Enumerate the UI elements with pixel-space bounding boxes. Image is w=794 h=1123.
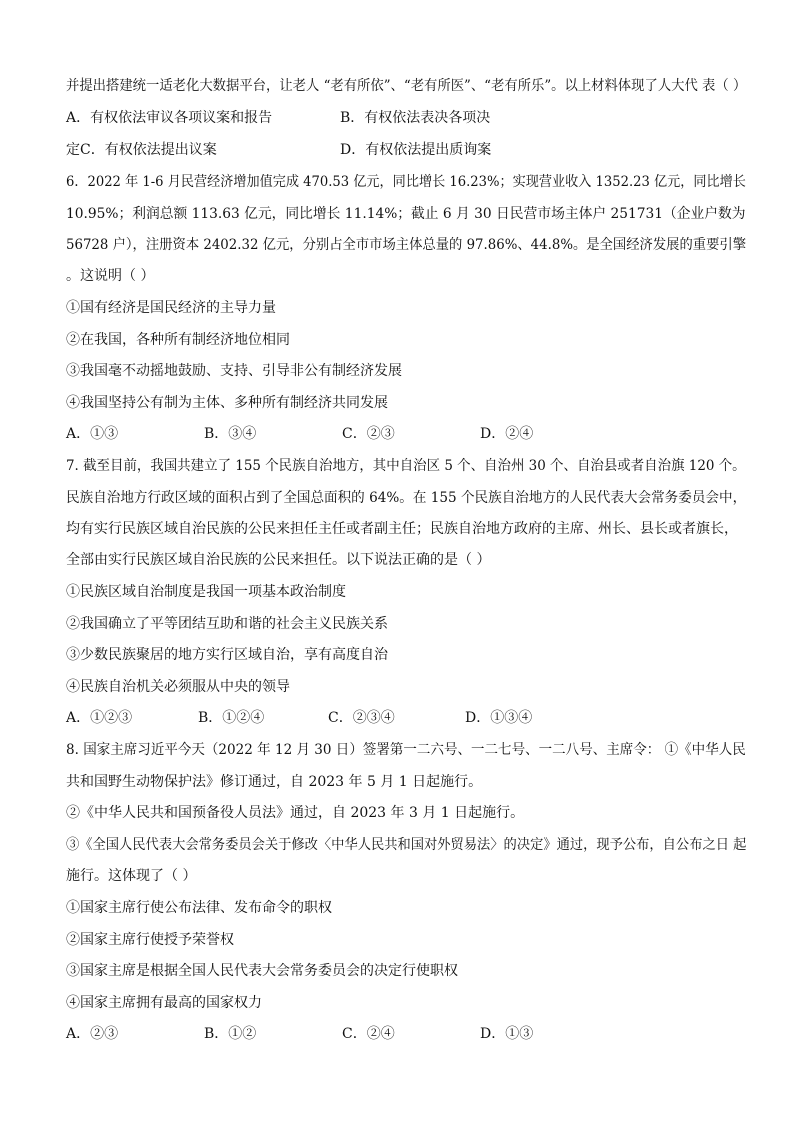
q5-option-d[interactable]: D．有权依法提出质询案 (340, 142, 492, 158)
q6-stem-line-1: 6．2022 年 1-6 月民营经济增加值完成 470.53 亿元，同比增长 16.23%；实现营业收入 1352.23 亿元，同比增长 (66, 174, 746, 190)
q8-stem-line-1: 8. 国家主席习近平今天（2022 年 12 月 30 日）签署第一二六号、一二七号、一二八号、主席令： ①《中华人民 (66, 742, 746, 758)
q8-statement-4: ④国家主席拥有最高的国家权力 (66, 995, 262, 1011)
q5-option-b[interactable]: B．有权依法表决各项决 (340, 110, 491, 126)
q6-option-d[interactable]: D．②④ (480, 426, 534, 442)
q7-stem-line-2: 民族自治地方行政区域的面积占到了全国总面积的 64%。在 155 个民族自治地方的人民代表大会常务委员会中， (66, 490, 747, 506)
q8-stem-line-2: 共和国野生动物保护法》修订通过，自 2023 年 5 月 1 日起施行。 (66, 774, 483, 790)
q8-stem-line-5: 施行。这体现了（ ） (66, 868, 197, 884)
q7-option-b[interactable]: B．①②④ (198, 710, 265, 726)
q6-options (66, 424, 746, 444)
q8-option-d[interactable]: D．①③ (480, 1026, 534, 1042)
q6-option-a[interactable]: A．①③ (66, 426, 119, 442)
q6-stem-line-3: 56728 户），注册资本 2402.32 亿元，分别占全市市场主体总量的 97.86%、44.8%。是全国经济发展的重要引擎 (66, 237, 747, 253)
q5-option-c[interactable]: 定C．有权依法提出议案 (66, 142, 217, 158)
q8-statement-1: ①国家主席行使公布法律、发布命令的职权 (66, 900, 332, 916)
q7-statement-4: ④民族自治机关必须服从中央的领导 (66, 679, 290, 695)
q7-stem-line-4: 全部由实行民族区域自治民族的公民来担任。以下说法正确的是（ ） (66, 552, 491, 568)
q8-option-c[interactable]: C．②④ (342, 1026, 395, 1042)
q8-stem-line-3: ②《中华人民共和国预备役人员法》通过，自 2023 年 3 月 1 日起施行。 (66, 805, 525, 821)
q7-stem-line-1: 7. 截至目前，我国共建立了 155 个民族自治地方，其中自治区 5 个、自治州 30 个、自治县或者自治旗 120 个。 (66, 458, 746, 474)
q7-option-d[interactable]: D．①③④ (465, 710, 533, 726)
q8-option-a[interactable]: A．②③ (66, 1026, 119, 1042)
q8-statement-2: ②国家主席行使授予荣誉权 (66, 932, 234, 948)
q7-option-c[interactable]: C．②③④ (328, 710, 395, 726)
q8-statement-3: ③国家主席是根据全国人民代表大会常务委员会的决定行使职权 (66, 963, 458, 979)
q5-stem-line-1: 并提出搭建统一适老化大数据平台，让老人 “老有所依”、“老有所医”、“老有所乐”。以上材料体现了人大代 表（ ） (66, 78, 747, 94)
q7-statement-1: ①民族区域自治制度是我国一项基本政治制度 (66, 584, 346, 600)
q6-statement-3: ③我国毫不动摇地鼓励、支持、引导非公有制经济发展 (66, 363, 402, 379)
q7-stem-line-3: 均有实行民族区域自治民族的公民来担任主任或者副主任；民族自治地方政府的主席、州长、县长或者旗长， (66, 521, 738, 537)
q8-options (66, 1024, 746, 1044)
q5-options-row-2 (66, 140, 746, 160)
q6-option-c[interactable]: C．②③ (342, 426, 395, 442)
q7-option-a[interactable]: A．①②③ (66, 710, 133, 726)
q5-options-row-1 (66, 108, 746, 128)
q7-statement-2: ②我国确立了平等团结互助和谐的社会主义民族关系 (66, 616, 388, 632)
q7-options (66, 708, 746, 728)
q6-statement-4: ④我国坚持公有制为主体、多种所有制经济共同发展 (66, 395, 388, 411)
q8-option-b[interactable]: B．①② (204, 1026, 257, 1042)
q8-stem-line-4: ③《全国人民代表大会常务委员会关于修改〈中华人民共和国对外贸易法〉的决定》通过，现予公布，自公布之日 起 (66, 837, 747, 853)
q7-statement-3: ③少数民族聚居的地方实行区域自治，享有高度自治 (66, 647, 388, 663)
q6-statement-1: ①国有经济是国民经济的主导力量 (66, 300, 276, 316)
q6-option-b[interactable]: B．③④ (204, 426, 257, 442)
q5-option-a[interactable]: A．有权依法审议各项议案和报告 (66, 110, 273, 126)
q6-statement-2: ②在我国，各种所有制经济地位相同 (66, 332, 290, 348)
q6-stem-line-4: 。这说明（ ） (66, 268, 155, 284)
q6-stem-line-2: 10.95%；利润总额 113.63 亿元，同比增长 11.14%；截止 6 月 30 日民营市场主体户 251731（企业户数为 (66, 206, 746, 222)
